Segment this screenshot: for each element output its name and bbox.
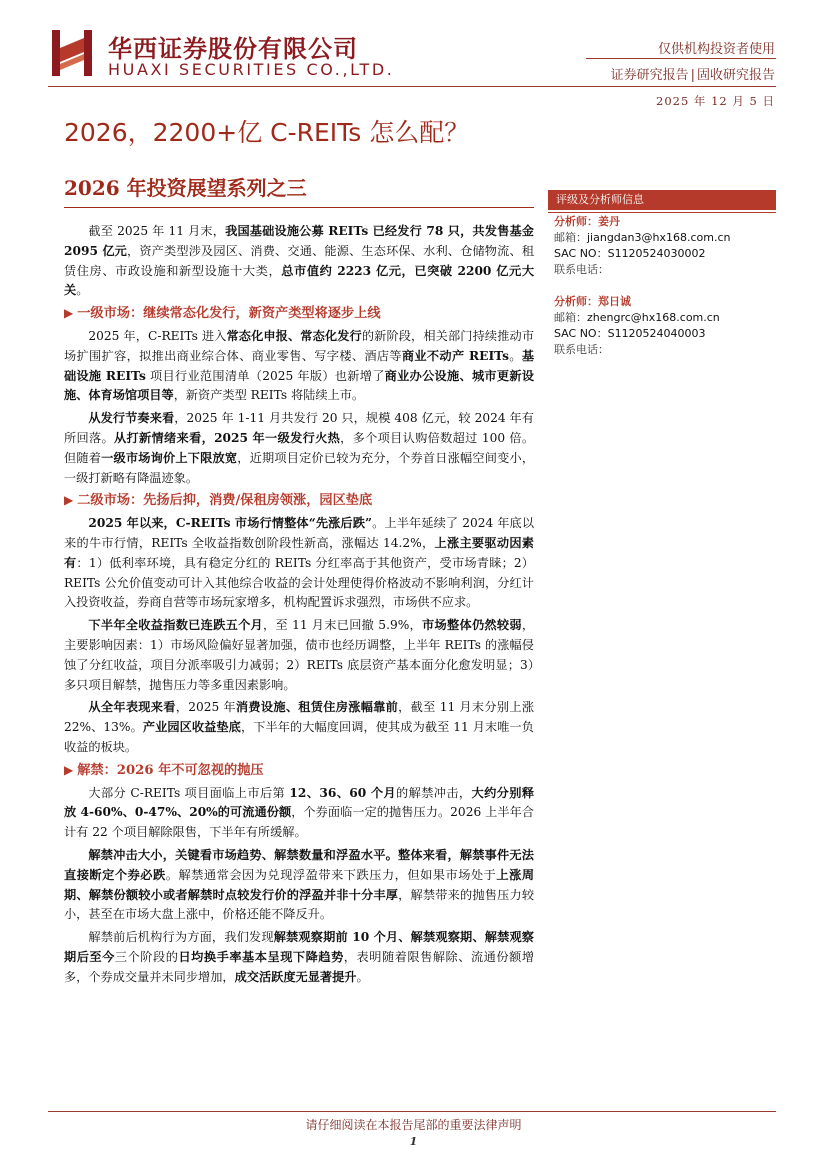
- text-run: ，2025 年 1-11 月共发行 20 只，规模 408 亿元，较 2024 年有所回落。: [64, 411, 534, 445]
- page-number: 1: [409, 1135, 418, 1148]
- report-body: [64, 222, 534, 990]
- bold-run: 消费设施、租赁住房涨幅靠前: [235, 700, 399, 715]
- company-name-cn: 华西证券股份有限公司: [108, 35, 358, 63]
- analyst-sac-number: SAC NO：S1120524030002: [554, 247, 706, 260]
- bold-run: 基础设施 REITs: [64, 348, 534, 383]
- text-run: ，个券面临一定的抛售压力。2026 上半年合计有 22 个项目解除限售，下半年有所缓解。: [64, 805, 534, 840]
- triangle-bullet-icon: ▶: [64, 306, 74, 321]
- bold-run: 解禁冲击大小，关键看市场趋势、解禁数量和浮盈水平。整体来看，解禁事件无法直接断定个券必跌: [64, 847, 534, 882]
- bold-run: 一级市场询价上下限放宽: [101, 450, 238, 465]
- analyst-sac-number: SAC NO：S1120524040003: [554, 327, 706, 340]
- bold-run: 我国基础设施公募 REITs 已经发行 78 只，共发售基金 2095 亿元: [64, 224, 534, 258]
- text-run: 。: [76, 283, 89, 298]
- paragraph: [64, 846, 534, 925]
- paragraph: [64, 616, 534, 695]
- header-divider: [586, 58, 776, 59]
- paragraph: [64, 409, 534, 488]
- section-heading-secondary-market: [64, 491, 534, 511]
- bold-run: 从打新情绪来看，2025 年一级发行火热: [114, 430, 341, 445]
- section-title: 一级市场：继续常态化发行，新资产类型将逐步上线: [77, 306, 381, 322]
- bold-run: 商业不动产 REITs: [401, 348, 509, 363]
- section-heading-primary-market: [64, 304, 534, 324]
- email-label: 邮箱：: [554, 231, 587, 244]
- analyst-name: 分析师：郑日诚: [554, 295, 631, 308]
- text-run: 的新阶段，相关部门持续推动市场扩围扩容，拟推出商业综合体、商业零售、写字楼、酒店等: [64, 328, 535, 363]
- text-run: ，下半年的大幅度回调，使其成为截至 11 月末唯一负收益的板块。: [64, 720, 534, 754]
- company-logo-icon: [52, 30, 92, 76]
- text-run: ，主要影响因素：1）市场风险偏好显著加强，债市也经历调整，上半年 REITs 的涨幅侵蚀了分红收益，项目分派率吸引力减弱；2）REITs 底层资产基本面分化愈发明显；3）多只项目解禁，抛售压力等多重因素影响。: [64, 618, 535, 692]
- text-run: ，近期项目定价已较为充分，个券首日涨幅空间变小，一级打新略有降温迹象。: [64, 450, 535, 485]
- report-type-separator: |: [690, 68, 695, 83]
- footer-rule: [48, 1111, 776, 1112]
- intro-paragraph: [64, 222, 534, 301]
- bold-run: 上涨周期、解禁份额较小或者解禁时点较发行价的浮盈并非十分丰厚: [64, 867, 535, 902]
- text-run: 三个阶段的: [114, 949, 179, 964]
- bold-run: 从发行节奏来看: [88, 411, 175, 426]
- bold-run: 总市值约 2223 亿元，已突破 2200 亿元大关: [64, 263, 535, 298]
- paragraph: [64, 327, 534, 406]
- text-run: ，表明随着限售解除、流通份额增多，个券成交量并未同步增加，: [64, 949, 535, 984]
- report-date: 2025 年 12 月 5 日: [656, 94, 775, 108]
- text-run: ：1）低利率环境，具有稳定分红的 REITs 分红率高于其他资产，受市场青睐；2）REITs 公允价值变动可计入其他综合收益的会计处理使得价格波动不影响利润，分红计入投资收益，券商自营等市场玩家增多，机构配置诉求强烈，市场供不应求。: [64, 555, 534, 610]
- bold-run: 产业园区收益垫底: [142, 720, 241, 735]
- text-run: ，新资产类型 REITs 将陆续上市。: [173, 388, 365, 403]
- bold-run: 解禁观察期前 10 个月、解禁观察期、解禁观察期后至今: [64, 930, 534, 964]
- analyst-card: [554, 214, 776, 278]
- section-title: 解禁：2026 年不可忽视的抛压: [77, 762, 264, 778]
- report-title: 2026，2200+亿 C-REITs 怎么配？: [64, 118, 470, 147]
- text-run: 2025 年，C-REITs 进入: [88, 328, 227, 343]
- analyst-email[interactable]: jiangdan3@hx168.com.cn: [587, 231, 731, 244]
- bold-run: 12、36、60 个月: [289, 785, 397, 800]
- text-run: 的解禁冲击，: [396, 785, 472, 800]
- paragraph: [64, 698, 534, 757]
- bold-run: 从全年表现来看: [88, 700, 176, 715]
- triangle-bullet-icon: ▶: [64, 762, 74, 777]
- text-run: 解禁前后机构行为方面，我们发现: [88, 930, 274, 945]
- text-run: 项目行业范围清单（2025 年版）也新增了: [145, 368, 385, 383]
- text-run: ，解禁带来的抛售压力较小，甚至在市场大盘上涨中，价格还能不降反升。: [64, 887, 535, 922]
- text-run: 。解禁通常会因为兑现浮盈带来下跌压力，但如果市场处于: [165, 867, 497, 882]
- text-run: ，2025 年: [175, 700, 236, 715]
- header-rule: [48, 86, 776, 87]
- phone-label: 联系电话：: [554, 263, 609, 276]
- text-run: 大部分 C-REITs 项目面临上市后第: [88, 785, 290, 800]
- text-run: ，截至 11 月末分别上涨 22%、13%。: [64, 700, 535, 735]
- company-name-en: HUAXI SECURITIES CO.,LTD.: [108, 60, 395, 79]
- text-run: ，多个项目认购倍数超过 100 倍。但随着: [64, 430, 535, 465]
- text-run: 。上半年延续了 2024 年底以来的牛市行情，REITs 全收益指数创阶段性新高，涨幅达 14.2%，: [64, 516, 535, 550]
- paragraph: [64, 514, 534, 613]
- bold-run: 大约分别释放 4-60%、0-47%、20%的可流通份额: [64, 785, 535, 820]
- report-type-line: [611, 64, 775, 83]
- report-type: 证券研究报告: [610, 68, 689, 83]
- text-run: ，至 11 月末已回撤 5.9%，: [263, 618, 423, 633]
- analyst-name: 分析师：姜丹: [554, 215, 620, 228]
- analyst-card: [554, 294, 776, 358]
- audience-note: 仅供机构投资者使用: [657, 42, 775, 57]
- bold-run: 商业办公设施、城市更新设施、体育场馆项目等: [64, 368, 535, 403]
- legal-disclaimer-link[interactable]: 请仔细阅读在本报告尾部的重要法律声明: [305, 1118, 522, 1132]
- subtitle-rule: [64, 207, 534, 208]
- bold-run: 下半年全收益指数已连跌五个月: [88, 618, 264, 633]
- bold-run: 日均换手率基本呈现下降趋势: [178, 949, 344, 964]
- phone-label: 联系电话：: [554, 343, 609, 356]
- paragraph: [64, 928, 534, 987]
- report-category: 固收研究报告: [696, 68, 775, 83]
- bold-run: 2025 年以来，C-REITs 市场行情整体“先涨后跌”: [88, 516, 373, 531]
- section-title: 二级市场：先扬后抑，消费/保租房领涨，园区垫底: [77, 493, 373, 509]
- report-subtitle: 2026 年投资展望系列之三: [64, 176, 307, 200]
- text-run: ，资产类型涉及园区、消费、交通、能源、生态环保、水利、仓储物流、租赁住房、市政设施和新型设施十大类，: [64, 243, 535, 278]
- bold-run: 上涨主要驱动因素有: [64, 535, 534, 570]
- section-heading-unlock: [64, 761, 534, 781]
- analyst-info-rule: [548, 212, 776, 213]
- text-run: 。: [508, 348, 522, 363]
- analyst-email[interactable]: zhengrc@hx168.com.cn: [587, 311, 720, 324]
- bold-run: 市场整体仍然较弱: [422, 618, 522, 633]
- analyst-info-header: 评级及分析师信息: [548, 190, 776, 210]
- text-run: 。: [356, 969, 369, 984]
- bold-run: 成交活跃度无显著提升: [234, 969, 357, 984]
- paragraph: [64, 784, 534, 843]
- triangle-bullet-icon: ▶: [64, 493, 74, 508]
- email-label: 邮箱：: [554, 311, 587, 324]
- bold-run: 常态化申报、常态化发行: [226, 328, 362, 343]
- text-run: 截至 2025 年 11 月末，: [88, 224, 226, 238]
